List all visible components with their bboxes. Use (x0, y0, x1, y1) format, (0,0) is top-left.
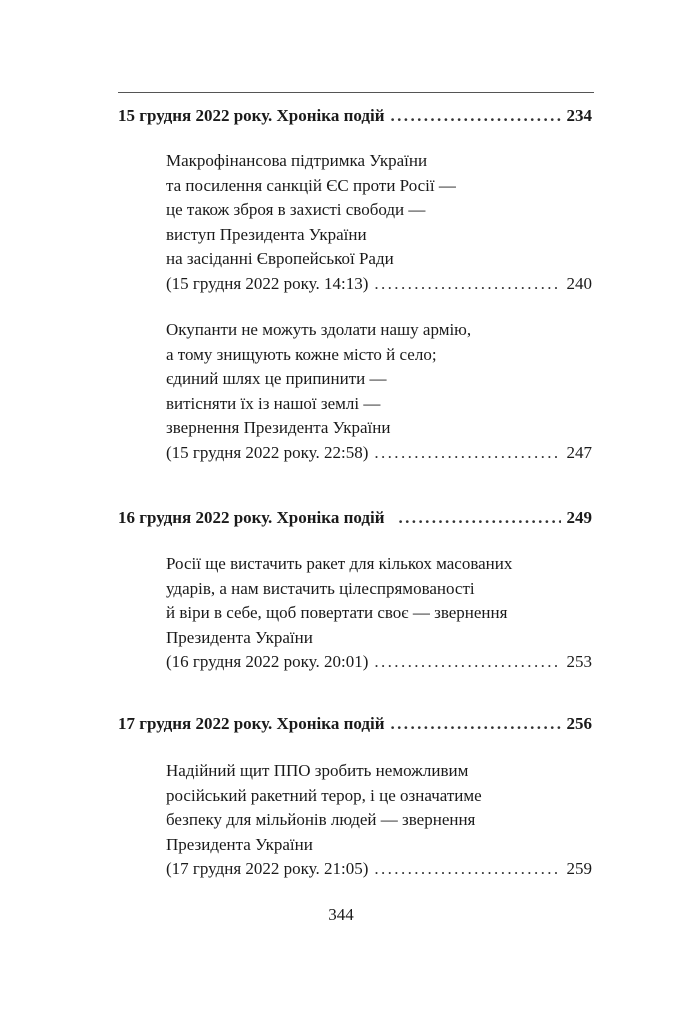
page-number: 256 (566, 714, 592, 733)
toc-entry (166, 318, 592, 466)
toc-entry (166, 759, 592, 882)
entry-date: (15 грудня 2022 року. 22:58) (166, 442, 369, 462)
entry-line: а тому знищують кожне місто й село; (166, 344, 437, 364)
dot-leader (374, 272, 560, 297)
entry-date: (15 грудня 2022 року. 14:13) (166, 273, 369, 293)
entry-line: звернення Президента України (166, 418, 391, 438)
page-number: 253 (566, 652, 592, 672)
header-rule (118, 92, 594, 93)
entry-last-line (166, 857, 592, 882)
entry-line: Президента України (166, 834, 313, 854)
dot-leader (374, 441, 560, 466)
page-number: 234 (566, 106, 592, 125)
entry-line: Президента України (166, 627, 313, 647)
entry-line: виступ Президента України (166, 224, 367, 244)
page-folio: 344 (328, 905, 354, 924)
entry-line: безпеку для мільйонів людей — звернення (166, 810, 476, 830)
section-title: 15 грудня 2022 року. Хроніка подій (118, 106, 385, 125)
section-title: 17 грудня 2022 року. Хроніка подій (118, 714, 385, 733)
section-heading (118, 508, 592, 528)
entry-line: Окупанти не можуть здолати нашу армію, (166, 320, 472, 339)
entry-line: ударів, а нам вистачить цілеспрямованості (166, 578, 475, 598)
page-number: 249 (566, 508, 592, 527)
page-number: 240 (566, 273, 592, 293)
dot-leader (374, 650, 560, 675)
entry-last-line (166, 441, 592, 466)
dot-leader (391, 106, 561, 126)
entry-line: єдиний шлях це припинити — (166, 369, 387, 389)
page-number: 247 (566, 442, 592, 462)
entry-line: це також зброя в захисті свободи — (166, 200, 426, 220)
entry-line: та посилення санкцій ЄС проти Росії — (166, 175, 456, 195)
section-heading (118, 714, 592, 734)
dot-leader (374, 857, 560, 882)
entry-line: Надійний щит ППО зробить неможливим (166, 761, 469, 780)
section-title: 16 грудня 2022 року. Хроніка подій (118, 508, 385, 527)
entry-last-line (166, 650, 592, 675)
entry-line: й віри в себе, щоб повертати своє — звернення (166, 603, 508, 623)
dot-leader (391, 714, 561, 734)
entry-date: (16 грудня 2022 року. 20:01) (166, 652, 369, 672)
toc-entry (166, 552, 592, 675)
entry-line: Макрофінансова підтримка України (166, 151, 428, 170)
toc-entry (166, 149, 592, 297)
entry-line: Росії ще вистачить ракет для кількох масованих (166, 554, 513, 573)
page-number: 259 (566, 859, 592, 879)
section-heading (118, 106, 592, 126)
entry-line: на засіданні Європейської Ради (166, 249, 394, 269)
dot-leader (399, 508, 561, 528)
entry-date: (17 грудня 2022 року. 21:05) (166, 859, 369, 879)
entry-line: російський ракетний терор, і це означатиме (166, 785, 482, 805)
entry-line: витісняти їх із нашої землі — (166, 393, 381, 413)
entry-last-line (166, 272, 592, 297)
